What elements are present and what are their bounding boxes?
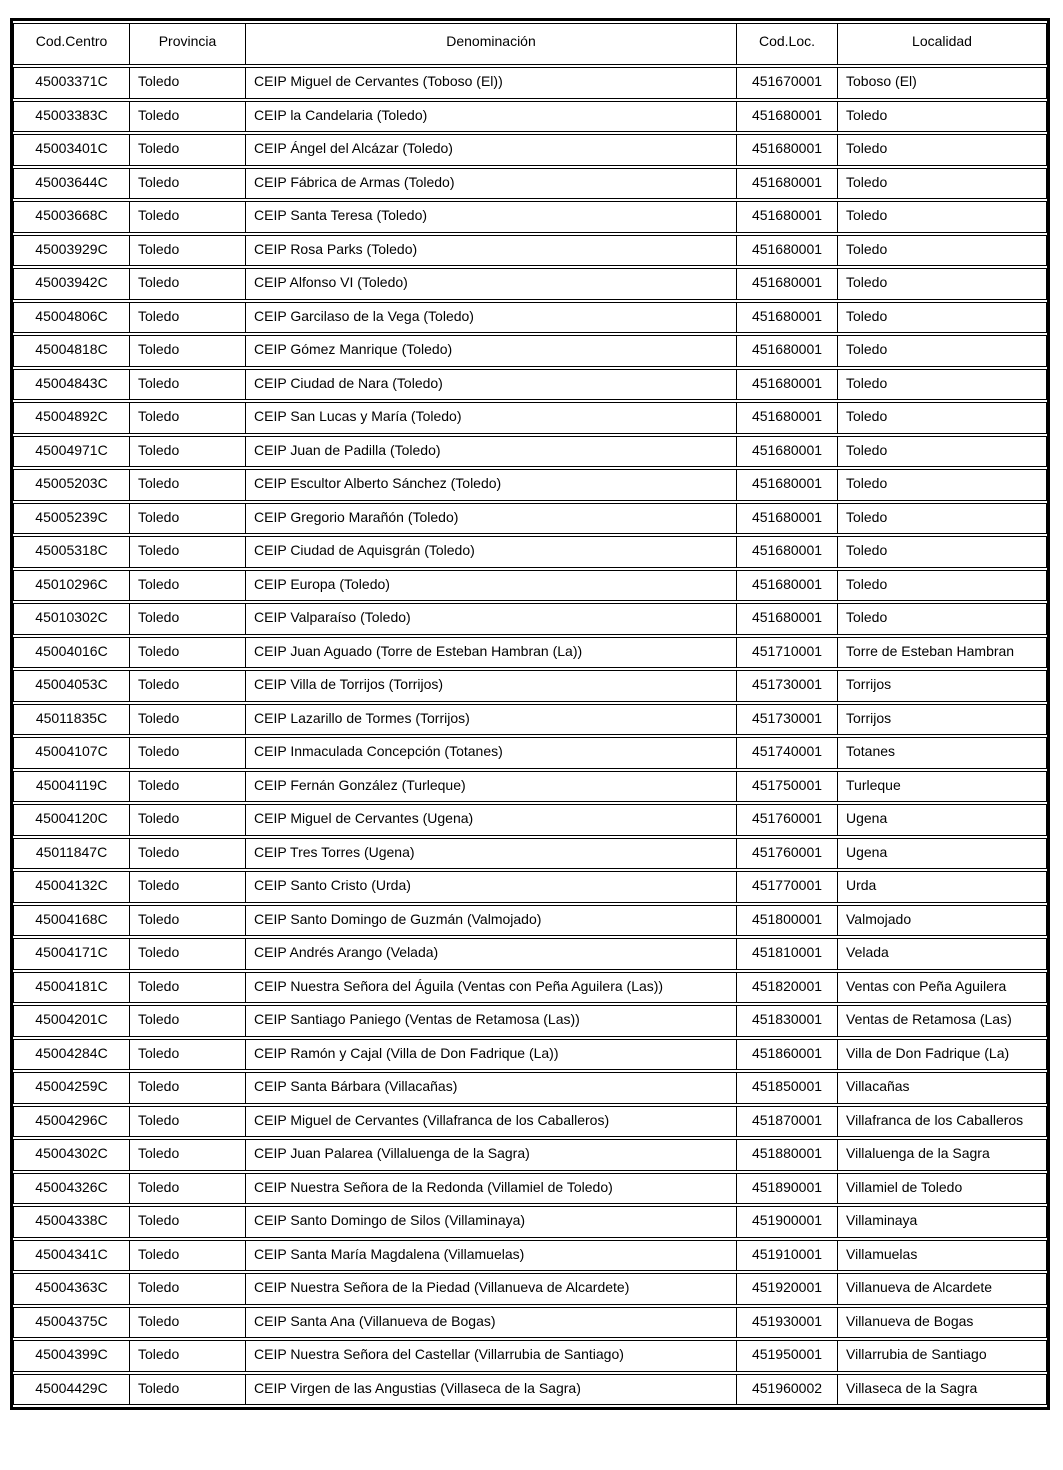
- cell-cod-centro: 45004326C: [13, 1173, 130, 1205]
- cell-denominacion: CEIP Ángel del Alcázar (Toledo): [246, 134, 737, 166]
- table-row: [13, 469, 1047, 501]
- cell-cod-centro: 45003929C: [13, 235, 130, 267]
- cell-localidad: Toboso (El): [838, 67, 1047, 99]
- cell-denominacion: CEIP Ciudad de Nara (Toledo): [246, 369, 737, 401]
- cell-cod-loc: 451730001: [737, 670, 838, 702]
- cell-denominacion: CEIP Valparaíso (Toledo): [246, 603, 737, 635]
- cell-cod-loc: 451680001: [737, 134, 838, 166]
- cell-cod-centro: 45004806C: [13, 302, 130, 334]
- cell-provincia: Toledo: [130, 1206, 246, 1238]
- cell-denominacion: CEIP Santo Domingo de Silos (Villaminaya): [246, 1206, 737, 1238]
- cell-provincia: Toledo: [130, 1039, 246, 1071]
- cell-denominacion: CEIP Andrés Arango (Velada): [246, 938, 737, 970]
- cell-localidad: Ventas de Retamosa (Las): [838, 1005, 1047, 1037]
- cell-cod-centro: 45003668C: [13, 201, 130, 233]
- table-row: [13, 771, 1047, 803]
- table-row: [13, 168, 1047, 200]
- cell-provincia: Toledo: [130, 1139, 246, 1171]
- cell-cod-centro: 45004429C: [13, 1374, 130, 1406]
- cell-cod-loc: 451800001: [737, 905, 838, 937]
- cell-localidad: Villamiel de Toledo: [838, 1173, 1047, 1205]
- cell-cod-centro: 45004181C: [13, 972, 130, 1004]
- cell-localidad: Ugena: [838, 838, 1047, 870]
- cell-localidad: Toledo: [838, 268, 1047, 300]
- cell-provincia: Toledo: [130, 1340, 246, 1372]
- cell-provincia: Toledo: [130, 704, 246, 736]
- cell-cod-centro: 45003383C: [13, 101, 130, 133]
- cell-cod-centro: 45004171C: [13, 938, 130, 970]
- cell-localidad: Toledo: [838, 469, 1047, 501]
- cell-cod-loc: 451670001: [737, 67, 838, 99]
- table-row: [13, 938, 1047, 970]
- column-header-localidad: Localidad: [838, 23, 1047, 65]
- cell-localidad: Villaminaya: [838, 1206, 1047, 1238]
- cell-denominacion: CEIP Santiago Paniego (Ventas de Retamosa (Las)): [246, 1005, 737, 1037]
- cell-localidad: Torrijos: [838, 704, 1047, 736]
- cell-cod-loc: 451680001: [737, 402, 838, 434]
- cell-cod-loc: 451920001: [737, 1273, 838, 1305]
- cell-cod-loc: 451680001: [737, 369, 838, 401]
- cell-denominacion: CEIP Rosa Parks (Toledo): [246, 235, 737, 267]
- cell-denominacion: CEIP Ciudad de Aquisgrán (Toledo): [246, 536, 737, 568]
- cell-cod-centro: 45004971C: [13, 436, 130, 468]
- table-row: [13, 1374, 1047, 1406]
- cell-cod-loc: 451870001: [737, 1106, 838, 1138]
- cell-cod-loc: 451860001: [737, 1039, 838, 1071]
- cell-denominacion: CEIP Tres Torres (Ugena): [246, 838, 737, 870]
- table-row: [13, 436, 1047, 468]
- table-row: [13, 1273, 1047, 1305]
- cell-localidad: Toledo: [838, 168, 1047, 200]
- cell-denominacion: CEIP Miguel de Cervantes (Ugena): [246, 804, 737, 836]
- cell-cod-centro: 45004892C: [13, 402, 130, 434]
- cell-cod-centro: 45010302C: [13, 603, 130, 635]
- cell-provincia: Toledo: [130, 67, 246, 99]
- cell-provincia: Toledo: [130, 603, 246, 635]
- cell-cod-loc: 451850001: [737, 1072, 838, 1104]
- cell-cod-loc: 451680001: [737, 268, 838, 300]
- table-row: [13, 134, 1047, 166]
- cell-provincia: Toledo: [130, 637, 246, 669]
- cell-denominacion: CEIP Escultor Alberto Sánchez (Toledo): [246, 469, 737, 501]
- cell-localidad: Toledo: [838, 603, 1047, 635]
- cell-denominacion: CEIP Santa María Magdalena (Villamuelas): [246, 1240, 737, 1272]
- cell-localidad: Villa de Don Fadrique (La): [838, 1039, 1047, 1071]
- cell-cod-centro: 45004259C: [13, 1072, 130, 1104]
- cell-cod-centro: 45005203C: [13, 469, 130, 501]
- cell-provincia: Toledo: [130, 1307, 246, 1339]
- cell-cod-loc: 451710001: [737, 637, 838, 669]
- cell-denominacion: CEIP Santa Ana (Villanueva de Bogas): [246, 1307, 737, 1339]
- cell-denominacion: CEIP San Lucas y María (Toledo): [246, 402, 737, 434]
- cell-denominacion: CEIP Lazarillo de Tormes (Torrijos): [246, 704, 737, 736]
- table-row: [13, 536, 1047, 568]
- cell-localidad: Villanueva de Alcardete: [838, 1273, 1047, 1305]
- column-header-denominacion: Denominación: [246, 23, 737, 65]
- cell-provincia: Toledo: [130, 838, 246, 870]
- column-header-cod-loc: Cod.Loc.: [737, 23, 838, 65]
- table-row: [13, 637, 1047, 669]
- cell-localidad: Torre de Esteban Hambran: [838, 637, 1047, 669]
- cell-cod-loc: 451680001: [737, 503, 838, 535]
- cell-localidad: Toledo: [838, 235, 1047, 267]
- cell-cod-loc: 451680001: [737, 536, 838, 568]
- cell-cod-centro: 45004132C: [13, 871, 130, 903]
- cell-cod-centro: 45004341C: [13, 1240, 130, 1272]
- cell-cod-loc: 451950001: [737, 1340, 838, 1372]
- cell-localidad: Torrijos: [838, 670, 1047, 702]
- cell-cod-loc: 451680001: [737, 235, 838, 267]
- cell-provincia: Toledo: [130, 1106, 246, 1138]
- table-header: [13, 23, 1047, 65]
- cell-cod-loc: 451680001: [737, 101, 838, 133]
- cell-localidad: Ugena: [838, 804, 1047, 836]
- cell-localidad: Totanes: [838, 737, 1047, 769]
- header-row: [13, 23, 1047, 65]
- cell-cod-loc: 451900001: [737, 1206, 838, 1238]
- cell-cod-loc: 451680001: [737, 201, 838, 233]
- cell-localidad: Urda: [838, 871, 1047, 903]
- cell-cod-loc: 451890001: [737, 1173, 838, 1205]
- cell-localidad: Toledo: [838, 101, 1047, 133]
- table-row: [13, 570, 1047, 602]
- cell-cod-centro: 45004119C: [13, 771, 130, 803]
- cell-provincia: Toledo: [130, 402, 246, 434]
- table-row: [13, 335, 1047, 367]
- cell-localidad: Velada: [838, 938, 1047, 970]
- cell-cod-centro: 45003401C: [13, 134, 130, 166]
- cell-localidad: Turleque: [838, 771, 1047, 803]
- cell-denominacion: CEIP Garcilaso de la Vega (Toledo): [246, 302, 737, 334]
- cell-cod-loc: 451880001: [737, 1139, 838, 1171]
- schools-table: [10, 18, 1050, 1410]
- cell-localidad: Toledo: [838, 402, 1047, 434]
- cell-localidad: Ventas con Peña Aguilera: [838, 972, 1047, 1004]
- table-row: [13, 1240, 1047, 1272]
- cell-localidad: Villamuelas: [838, 1240, 1047, 1272]
- cell-cod-centro: 45004284C: [13, 1039, 130, 1071]
- table-row: [13, 670, 1047, 702]
- cell-denominacion: CEIP Santo Domingo de Guzmán (Valmojado): [246, 905, 737, 937]
- table-row: [13, 67, 1047, 99]
- cell-denominacion: CEIP Nuestra Señora del Águila (Ventas con Peña Aguilera (Las)): [246, 972, 737, 1004]
- cell-localidad: Toledo: [838, 536, 1047, 568]
- table-row: [13, 101, 1047, 133]
- cell-cod-loc: 451680001: [737, 168, 838, 200]
- cell-cod-centro: 45010296C: [13, 570, 130, 602]
- cell-cod-loc: 451830001: [737, 1005, 838, 1037]
- cell-provincia: Toledo: [130, 302, 246, 334]
- cell-denominacion: CEIP Nuestra Señora de la Piedad (Villanueva de Alcardete): [246, 1273, 737, 1305]
- cell-cod-centro: 45004053C: [13, 670, 130, 702]
- cell-denominacion: CEIP Santo Cristo (Urda): [246, 871, 737, 903]
- cell-cod-loc: 451680001: [737, 603, 838, 635]
- cell-cod-loc: 451760001: [737, 804, 838, 836]
- cell-localidad: Villarrubia de Santiago: [838, 1340, 1047, 1372]
- cell-cod-centro: 45004016C: [13, 637, 130, 669]
- cell-provincia: Toledo: [130, 168, 246, 200]
- cell-localidad: Toledo: [838, 369, 1047, 401]
- cell-cod-centro: 45005318C: [13, 536, 130, 568]
- cell-provincia: Toledo: [130, 134, 246, 166]
- cell-provincia: Toledo: [130, 670, 246, 702]
- cell-cod-loc: 451930001: [737, 1307, 838, 1339]
- table-row: [13, 871, 1047, 903]
- table-row: [13, 503, 1047, 535]
- table-row: [13, 737, 1047, 769]
- cell-localidad: Toledo: [838, 302, 1047, 334]
- cell-cod-centro: 45003371C: [13, 67, 130, 99]
- cell-cod-loc: 451760001: [737, 838, 838, 870]
- table-row: [13, 369, 1047, 401]
- cell-provincia: Toledo: [130, 570, 246, 602]
- table-row: [13, 302, 1047, 334]
- cell-localidad: Toledo: [838, 134, 1047, 166]
- cell-provincia: Toledo: [130, 771, 246, 803]
- cell-cod-loc: 451740001: [737, 737, 838, 769]
- table-row: [13, 235, 1047, 267]
- table-row: [13, 1005, 1047, 1037]
- cell-cod-loc: 451680001: [737, 302, 838, 334]
- cell-provincia: Toledo: [130, 972, 246, 1004]
- cell-cod-centro: 45004168C: [13, 905, 130, 937]
- table-row: [13, 402, 1047, 434]
- table-row: [13, 201, 1047, 233]
- cell-provincia: Toledo: [130, 101, 246, 133]
- cell-denominacion: CEIP Ramón y Cajal (Villa de Don Fadrique (La)): [246, 1039, 737, 1071]
- cell-provincia: Toledo: [130, 1374, 246, 1406]
- cell-provincia: Toledo: [130, 804, 246, 836]
- cell-provincia: Toledo: [130, 469, 246, 501]
- cell-denominacion: CEIP Villa de Torrijos (Torrijos): [246, 670, 737, 702]
- table-row: [13, 838, 1047, 870]
- cell-provincia: Toledo: [130, 335, 246, 367]
- cell-cod-centro: 45003644C: [13, 168, 130, 200]
- table-row: [13, 1173, 1047, 1205]
- cell-cod-loc: 451680001: [737, 469, 838, 501]
- cell-cod-loc: 451820001: [737, 972, 838, 1004]
- cell-denominacion: CEIP Santa Teresa (Toledo): [246, 201, 737, 233]
- cell-cod-centro: 45004363C: [13, 1273, 130, 1305]
- table-row: [13, 1340, 1047, 1372]
- cell-cod-loc: 451910001: [737, 1240, 838, 1272]
- table-row: [13, 704, 1047, 736]
- cell-cod-loc: 451810001: [737, 938, 838, 970]
- cell-cod-centro: 45004338C: [13, 1206, 130, 1238]
- cell-provincia: Toledo: [130, 536, 246, 568]
- cell-denominacion: CEIP Europa (Toledo): [246, 570, 737, 602]
- cell-localidad: Villanueva de Bogas: [838, 1307, 1047, 1339]
- cell-provincia: Toledo: [130, 871, 246, 903]
- cell-provincia: Toledo: [130, 905, 246, 937]
- cell-provincia: Toledo: [130, 235, 246, 267]
- cell-provincia: Toledo: [130, 503, 246, 535]
- cell-localidad: Toledo: [838, 436, 1047, 468]
- cell-localidad: Toledo: [838, 201, 1047, 233]
- cell-cod-loc: 451770001: [737, 871, 838, 903]
- cell-denominacion: CEIP Fernán González (Turleque): [246, 771, 737, 803]
- table-row: [13, 972, 1047, 1004]
- cell-provincia: Toledo: [130, 1240, 246, 1272]
- cell-localidad: Villaluenga de la Sagra: [838, 1139, 1047, 1171]
- cell-cod-centro: 45004399C: [13, 1340, 130, 1372]
- cell-provincia: Toledo: [130, 369, 246, 401]
- cell-localidad: Villaseca de la Sagra: [838, 1374, 1047, 1406]
- cell-provincia: Toledo: [130, 737, 246, 769]
- cell-provincia: Toledo: [130, 201, 246, 233]
- table-row: [13, 1307, 1047, 1339]
- cell-cod-loc: 451680001: [737, 335, 838, 367]
- cell-cod-centro: 45004107C: [13, 737, 130, 769]
- cell-localidad: Toledo: [838, 503, 1047, 535]
- cell-denominacion: CEIP Miguel de Cervantes (Villafranca de los Caballeros): [246, 1106, 737, 1138]
- cell-cod-centro: 45011847C: [13, 838, 130, 870]
- cell-localidad: Toledo: [838, 570, 1047, 602]
- cell-denominacion: CEIP Miguel de Cervantes (Toboso (El)): [246, 67, 737, 99]
- cell-provincia: Toledo: [130, 1005, 246, 1037]
- table-row: [13, 804, 1047, 836]
- cell-cod-centro: 45003942C: [13, 268, 130, 300]
- table-row: [13, 268, 1047, 300]
- cell-denominacion: CEIP Alfonso VI (Toledo): [246, 268, 737, 300]
- cell-localidad: Valmojado: [838, 905, 1047, 937]
- document-page: [10, 18, 1050, 1410]
- table-row: [13, 1139, 1047, 1171]
- cell-provincia: Toledo: [130, 1173, 246, 1205]
- table-row: [13, 1072, 1047, 1104]
- cell-denominacion: CEIP Virgen de las Angustias (Villaseca de la Sagra): [246, 1374, 737, 1406]
- cell-denominacion: CEIP Fábrica de Armas (Toledo): [246, 168, 737, 200]
- cell-cod-centro: 45004818C: [13, 335, 130, 367]
- cell-denominacion: CEIP Juan Palarea (Villaluenga de la Sagra): [246, 1139, 737, 1171]
- table-body: [13, 67, 1047, 1405]
- cell-provincia: Toledo: [130, 938, 246, 970]
- column-header-provincia: Provincia: [130, 23, 246, 65]
- cell-provincia: Toledo: [130, 268, 246, 300]
- table-row: [13, 905, 1047, 937]
- cell-denominacion: CEIP Juan Aguado (Torre de Esteban Hambran (La)): [246, 637, 737, 669]
- cell-provincia: Toledo: [130, 1273, 246, 1305]
- cell-denominacion: CEIP Inmaculada Concepción (Totanes): [246, 737, 737, 769]
- table-row: [13, 1206, 1047, 1238]
- cell-denominacion: CEIP Gómez Manrique (Toledo): [246, 335, 737, 367]
- cell-cod-centro: 45004201C: [13, 1005, 130, 1037]
- column-header-cod-centro: Cod.Centro: [13, 23, 130, 65]
- cell-localidad: Villafranca de los Caballeros: [838, 1106, 1047, 1138]
- cell-denominacion: CEIP Santa Bárbara (Villacañas): [246, 1072, 737, 1104]
- cell-denominacion: CEIP Juan de Padilla (Toledo): [246, 436, 737, 468]
- cell-provincia: Toledo: [130, 436, 246, 468]
- table-row: [13, 1039, 1047, 1071]
- cell-cod-centro: 45004375C: [13, 1307, 130, 1339]
- cell-provincia: Toledo: [130, 1072, 246, 1104]
- cell-cod-loc: 451750001: [737, 771, 838, 803]
- cell-cod-centro: 45005239C: [13, 503, 130, 535]
- table-row: [13, 603, 1047, 635]
- table-row: [13, 1106, 1047, 1138]
- cell-cod-loc: 451730001: [737, 704, 838, 736]
- cell-cod-centro: 45004843C: [13, 369, 130, 401]
- cell-cod-loc: 451960002: [737, 1374, 838, 1406]
- cell-cod-loc: 451680001: [737, 436, 838, 468]
- cell-denominacion: CEIP Nuestra Señora del Castellar (Villarrubia de Santiago): [246, 1340, 737, 1372]
- cell-cod-centro: 45004302C: [13, 1139, 130, 1171]
- cell-cod-centro: 45004296C: [13, 1106, 130, 1138]
- cell-localidad: Villacañas: [838, 1072, 1047, 1104]
- cell-denominacion: CEIP Nuestra Señora de la Redonda (Villamiel de Toledo): [246, 1173, 737, 1205]
- cell-localidad: Toledo: [838, 335, 1047, 367]
- cell-cod-centro: 45004120C: [13, 804, 130, 836]
- cell-cod-loc: 451680001: [737, 570, 838, 602]
- cell-denominacion: CEIP la Candelaria (Toledo): [246, 101, 737, 133]
- cell-cod-centro: 45011835C: [13, 704, 130, 736]
- cell-denominacion: CEIP Gregorio Marañón (Toledo): [246, 503, 737, 535]
